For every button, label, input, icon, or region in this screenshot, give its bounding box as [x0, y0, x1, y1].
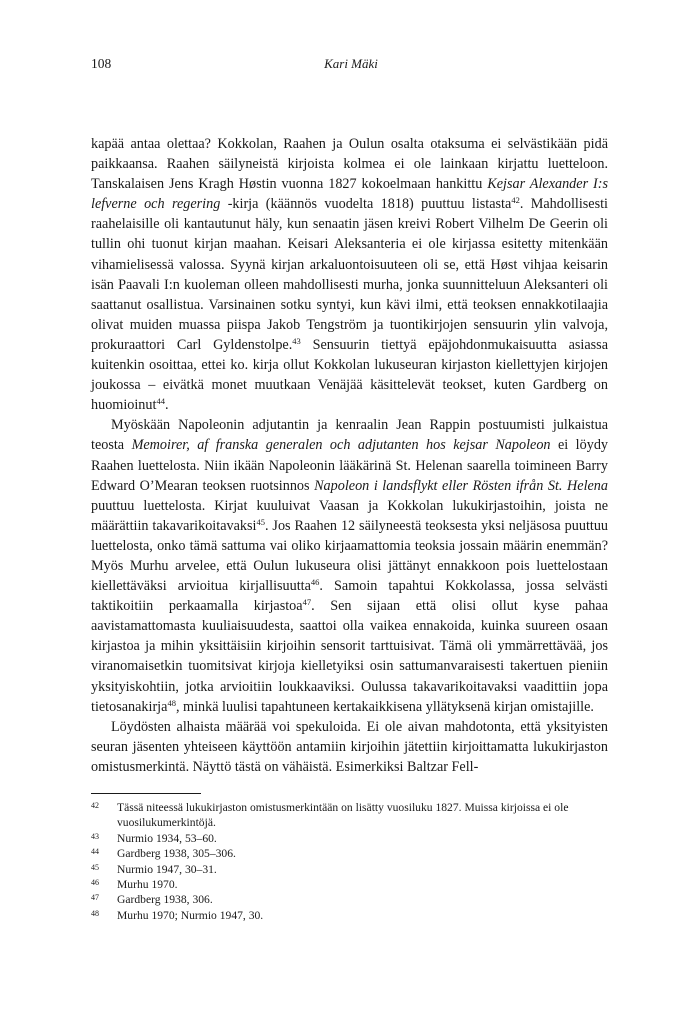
text-run: Myöskään Napoleonin adjutantin ja kenraalin Jean Rappin postuumisti julkaistua teosta — [91, 417, 608, 454]
footnote-text: Murhu 1970. — [117, 878, 178, 892]
footnote-text: Nurmio 1934, 53–60. — [117, 831, 217, 845]
running-head-author: Kari Mäki — [324, 56, 378, 71]
text-run: . Sen sijaan että olisi ollut kyse pahaa aavistamattomasta kuuliaisuudesta, saattoi olla vaikea ennakoida, kuinka suureen osaan kirjastoa ja mihin yksittäisiin kirjoihin sensorit tarttuisivat. Tämä oli ymmärrettävää, jos viranomaisetkin tuomitsivat kirjoja kielletyiksi osin sattumanvaraisesti takertuen pieniin yksityiskohtiin, jotka arvioitiin loukkaaviksi. Oulussa takavarikoitavaksi vaadittiin jopa tietosanakirja — [91, 598, 609, 715]
footnote-number: 42 — [91, 801, 99, 810]
text-run: . Samoin tapahtui Kokkolassa, jossa selvästi taktikoitiin perkaamalla kirjastoa — [91, 578, 608, 615]
footnote-text: Murhu 1970; Nurmio 1947, 30. — [117, 908, 264, 922]
footnote-text: Gardberg 1938, 306. — [117, 893, 213, 907]
footnote-43 — [91, 831, 608, 846]
footnote-ref-47[interactable]: 47 — [302, 597, 312, 608]
paragraph-1 — [91, 134, 608, 415]
footnote-48 — [91, 908, 608, 923]
footnote-42 — [91, 800, 608, 831]
footnote-divider — [91, 793, 201, 794]
text-run: . — [164, 397, 169, 414]
footnote-ref-45[interactable]: 45 — [256, 516, 265, 527]
footnote-45 — [91, 862, 608, 877]
footnote-ref-48[interactable]: 48 — [167, 697, 176, 708]
footnote-number: 46 — [91, 878, 99, 888]
footnote-46 — [91, 877, 608, 892]
text-run: kapää antaa olettaa? Kokkolan, Raahen ja Oulun osalta otaksuma ei selvästikään pidä paikkaansa. Raahen säilyneistä kirjoista kolmea ei ole lainkaan kirjattu luetteloon. Tanskalaisen Jens Kragh Høstin vuonna 1827 kokoelmaan hankittu — [91, 136, 608, 193]
body-text — [91, 134, 608, 777]
book-title: Memoirer, af franska generalen och adjutanten hos kejsar Napoleon — [131, 437, 551, 454]
footnote-ref-43[interactable]: 43 — [292, 335, 301, 346]
footnote-ref-44[interactable]: 44 — [156, 396, 165, 407]
text-run: , minkä luulisi tapahtuneen kertakaikkisena yllätyksenä kirjan omistajille. — [175, 698, 594, 715]
page-number: 108 — [91, 56, 112, 71]
text-run: . Jos Raahen 12 säilyneestä teoksesta yksi neljäsosa puuttuu luettelosta, onko tämä sattuma vai oliko kirjaamattomia teoksia jossain määrin enemmän? Myös Murhu arvelee, että Oulun lukuseura olisi jättänyt ennakkoon pois luettelostaan kiellettäväksi arvioitua kirjallisuutta — [91, 517, 609, 595]
footnote-44 — [91, 846, 608, 861]
footnotes — [91, 800, 608, 923]
footnote-text: Tässä niteessä lukukirjaston omistusmerkintään on lisätty vuosiluku 1827. Muissa kirjoissa ei ole vuosilukumerkintöjä. — [117, 801, 569, 830]
text-run: ei löydy Raahen luettelosta. Niin ikään Napoleonin lääkärinä St. Helenan saarella toimineen Barry Edward O’Mearan teoksen ruotsinnos — [91, 437, 609, 494]
footnote-number: 47 — [91, 893, 99, 903]
book-title: Kejsar Alexander I:s lefverne och regering — [91, 176, 608, 213]
text-run: Löydösten alhaista määrää voi spekuloida. Ei ole aivan mahdotonta, että yksityisten seuran jäsenten yhteiseen käyttöön antamiin kirjoihin jätettiin kirjoittamatta lukukirjaston omistusmerkintä. Näyttö tästä on vähäistä. Esimerkiksi Baltzar Fell- — [91, 718, 608, 775]
book-title: Napoleon i landsflykt eller Rösten ifrån St. Helena — [314, 477, 608, 494]
page-header — [91, 56, 611, 76]
text-run: Sensuurin tiettyä epäjohdonmukaisuutta asiassa kuitenkin osoittaa, ettei ko. kirja ollut Kokkolan lukuseuran kirjaston kiellettyjen kirjojen joukossa – eivätkä monet muutkaan Venäjää käsittelevät teokset, kuten Gardberg on huomioinut — [91, 336, 608, 414]
footnote-ref-42[interactable]: 42 — [511, 195, 520, 206]
footnote-47 — [91, 892, 608, 907]
footnote-ref-46[interactable]: 46 — [310, 577, 320, 588]
paragraph-3 — [91, 717, 608, 777]
footnote-number: 48 — [91, 908, 99, 918]
footnote-text: Gardberg 1938, 305–306. — [117, 847, 236, 861]
footnote-number: 45 — [91, 862, 99, 872]
footnote-text: Nurmio 1947, 30–31. — [117, 862, 217, 876]
footnote-number: 44 — [91, 847, 99, 857]
footnote-number: 43 — [91, 831, 99, 841]
text-run: . Mahdollisesti raahelaisille oli kantautunut häly, kun senaatin jäsen kreivi Robert Vilhelm De Geerin oli tullin ohi tuonut kirjan maahan. Keisari Aleksanteria ei ole kirjassa esitetty mitenkään vihamielisessä valossa. Syynä kirjan arkaluontoisuuteen oli se, että Høst vihjaa keisarin isän Paavali I:n kuoleman olleen mahdollisesti murha, jonka suunnitteluun Aleksanteri oli saattanut osallistua. Varsinainen sotku syntyi, kun kävi ilmi, että teoksen ennakkotilaajia olivat muiden muassa piispa Jakob Tengström ja tuontikirjojen sensuurin ylin valvoja, prokuraattori Carl Gyldenstolpe. — [91, 196, 608, 353]
text-run: puuttuu luettelosta. Kirjat kuuluivat Vaasan ja Kokkolan lukukirjastoihin, joista ne määrättiin takavarikoitavaksi — [91, 497, 608, 534]
text-run: -kirja (käännös vuodelta 1818) puuttuu listasta — [220, 196, 512, 213]
paragraph-2 — [91, 415, 608, 716]
